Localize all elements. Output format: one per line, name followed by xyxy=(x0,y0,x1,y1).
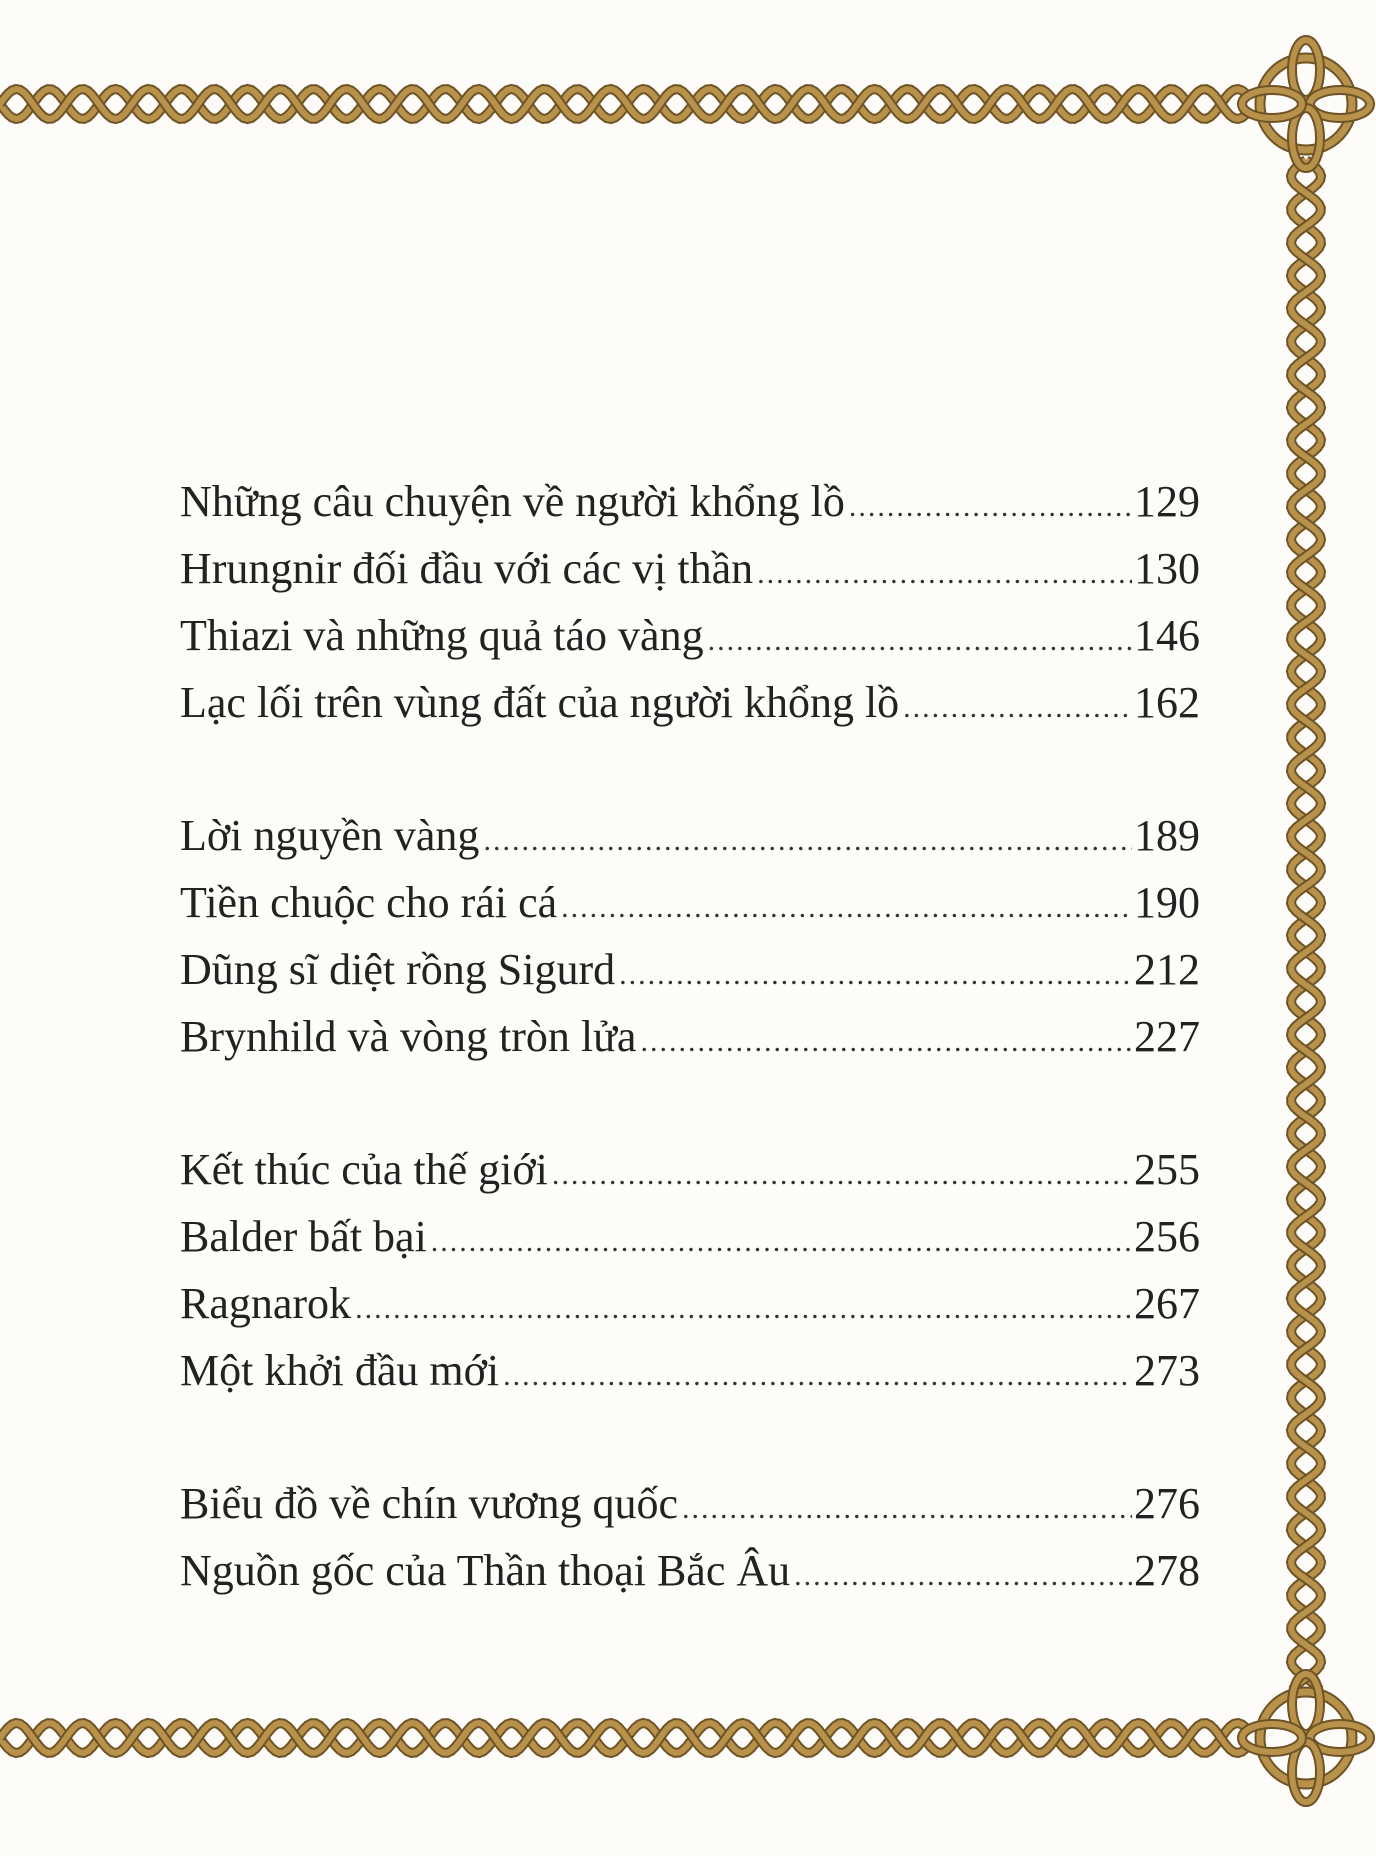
toc-entry-title: Biểu đồ về chín vương quốc xyxy=(180,1479,679,1528)
celtic-knot-top-right xyxy=(1242,40,1370,168)
toc-entry[interactable] xyxy=(180,468,1200,535)
toc-section-gold-curse xyxy=(180,802,1200,1070)
toc-entry[interactable] xyxy=(180,602,1200,669)
toc-entry-title: Một khởi đầu mới xyxy=(180,1346,500,1395)
toc-section-appendix xyxy=(180,1470,1200,1604)
toc-entry[interactable] xyxy=(180,1270,1200,1337)
dot-leader xyxy=(708,607,1132,674)
toc-entry-page: 190 xyxy=(1134,878,1200,927)
table-of-contents xyxy=(180,468,1200,1604)
toc-entry[interactable] xyxy=(180,535,1200,602)
toc-entry-page: 212 xyxy=(1134,945,1200,994)
toc-entry-page: 278 xyxy=(1134,1546,1200,1595)
dot-leader xyxy=(355,1275,1132,1342)
toc-entry[interactable] xyxy=(180,802,1200,869)
dot-leader xyxy=(483,807,1132,874)
toc-entry-page: 129 xyxy=(1134,477,1200,526)
toc-entry[interactable] xyxy=(180,936,1200,1003)
toc-section-end-of-world xyxy=(180,1136,1200,1404)
toc-entry[interactable] xyxy=(180,869,1200,936)
toc-entry[interactable] xyxy=(180,669,1200,736)
toc-entry[interactable] xyxy=(180,1470,1200,1537)
dot-leader xyxy=(619,941,1132,1008)
toc-section-giants xyxy=(180,468,1200,736)
toc-entry[interactable] xyxy=(180,1003,1200,1070)
toc-entry-title: Ragnarok xyxy=(180,1279,352,1328)
dot-leader xyxy=(503,1342,1132,1409)
toc-entry-title: Lời nguyền vàng xyxy=(180,811,480,860)
toc-entry-page: 267 xyxy=(1134,1279,1200,1328)
toc-entry-page: 130 xyxy=(1134,544,1200,593)
toc-entry-title: Lạc lối trên vùng đất của người khổng lồ xyxy=(180,678,900,727)
toc-entry-page: 189 xyxy=(1134,811,1200,860)
toc-entry-page: 273 xyxy=(1134,1346,1200,1395)
dot-leader xyxy=(757,540,1132,607)
rope-border-bottom xyxy=(0,1723,1250,1753)
dot-leader xyxy=(682,1475,1132,1542)
toc-entry-page: 146 xyxy=(1134,611,1200,660)
toc-entry-title: Tiền chuộc cho rái cá xyxy=(180,878,558,927)
toc-entry-page: 255 xyxy=(1134,1145,1200,1194)
toc-entry-title: Kết thúc của thế giới xyxy=(180,1145,548,1194)
toc-entry-title: Brynhild và vòng tròn lửa xyxy=(180,1012,637,1061)
dot-leader xyxy=(561,874,1132,941)
toc-entry-title: Thiazi và những quả táo vàng xyxy=(180,611,704,660)
rope-border-right xyxy=(1291,160,1321,1690)
rope-border-top xyxy=(0,89,1250,119)
toc-entry-title: Hrungnir đối đầu với các vị thần xyxy=(180,544,754,593)
toc-entry-page: 276 xyxy=(1134,1479,1200,1528)
toc-entry-title: Balder bất bại xyxy=(180,1212,427,1261)
toc-entry-title: Những câu chuyện về người khổng lồ xyxy=(180,477,845,526)
toc-entry-page: 227 xyxy=(1134,1012,1200,1061)
toc-entry-title: Dũng sĩ diệt rồng Sigurd xyxy=(180,945,616,994)
toc-entry[interactable] xyxy=(180,1537,1200,1604)
toc-entry[interactable] xyxy=(180,1203,1200,1270)
toc-entry-page: 256 xyxy=(1134,1212,1200,1261)
dot-leader xyxy=(552,1141,1132,1208)
dot-leader xyxy=(431,1208,1132,1275)
toc-entry-title: Nguồn gốc của Thần thoại Bắc Âu xyxy=(180,1546,791,1595)
celtic-knot-bottom-right xyxy=(1242,1674,1370,1802)
dot-leader xyxy=(640,1008,1132,1075)
toc-entry[interactable] xyxy=(180,1337,1200,1404)
dot-leader xyxy=(903,674,1132,741)
dot-leader xyxy=(849,473,1132,540)
toc-entry[interactable] xyxy=(180,1136,1200,1203)
dot-leader xyxy=(794,1542,1132,1609)
toc-entry-page: 162 xyxy=(1134,678,1200,727)
